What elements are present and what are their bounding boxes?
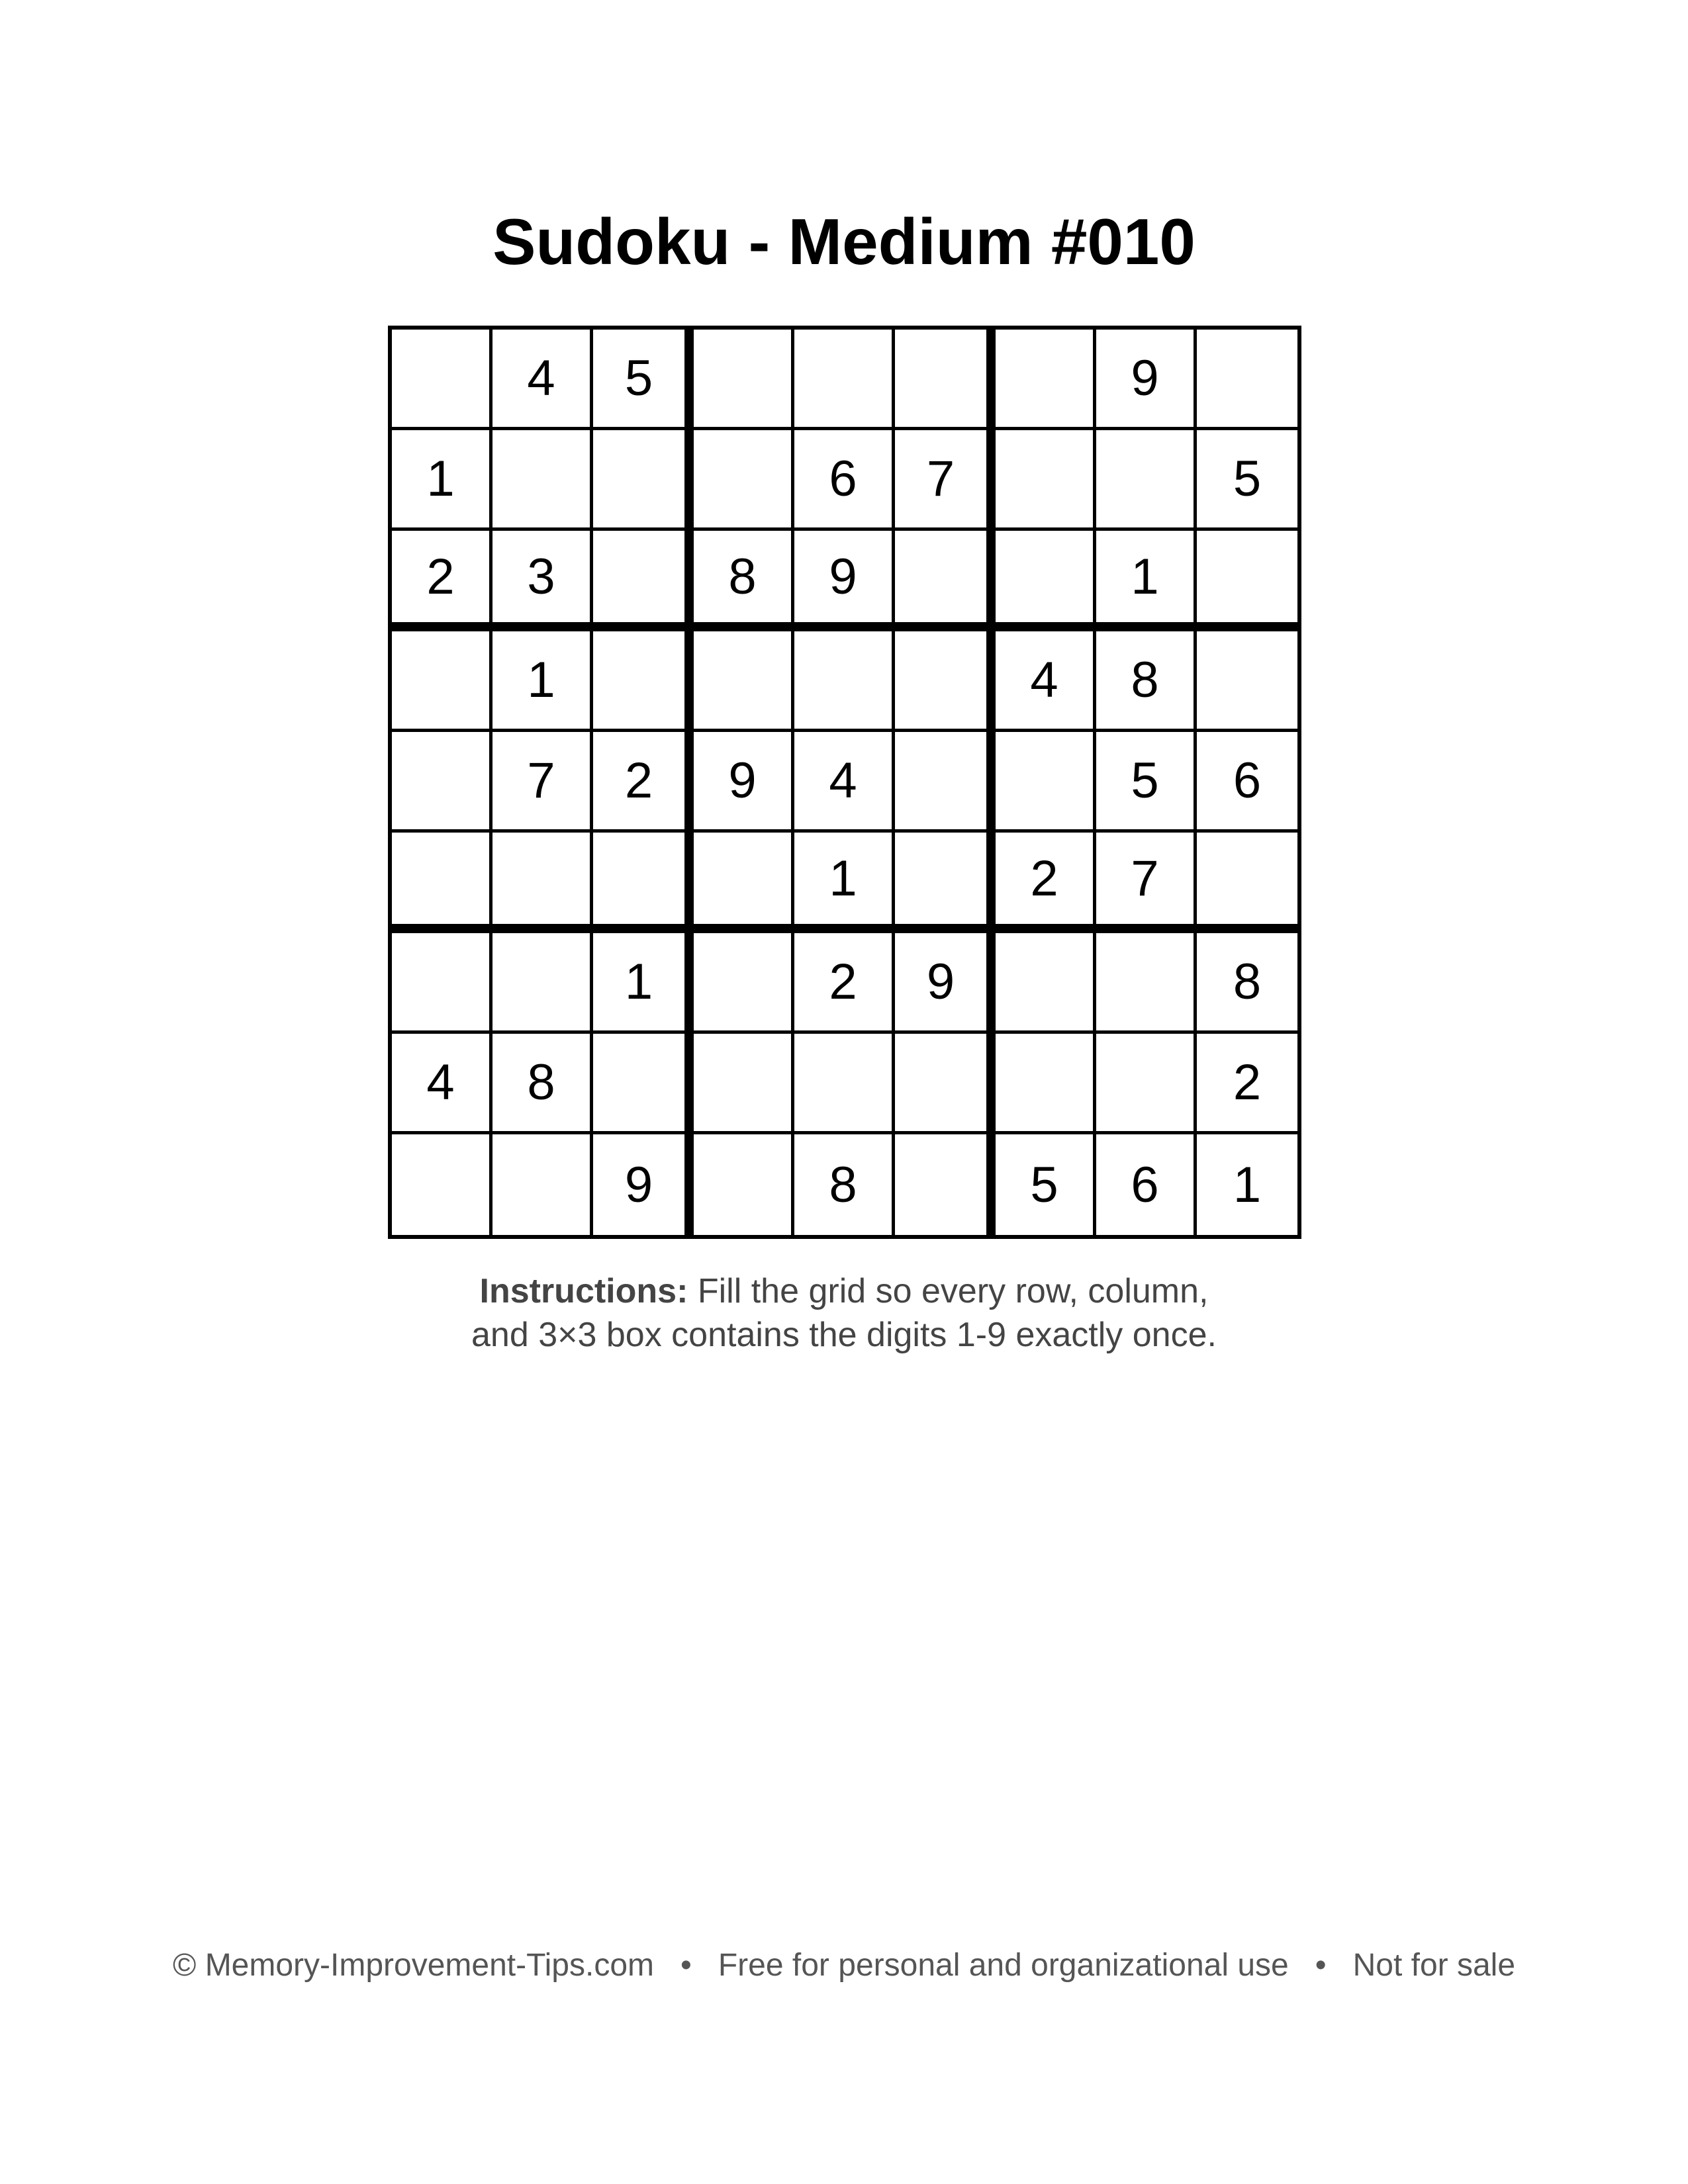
sudoku-cell-r7-c2 [492,933,593,1034]
sudoku-cell-r8-c2: 8 [492,1034,593,1134]
sudoku-cell-r1-c1 [392,330,492,430]
sudoku-cell-r9-c8: 6 [1096,1134,1197,1235]
sudoku-cell-r6-c7: 2 [996,833,1096,933]
sudoku-cell-r8-c7 [996,1034,1096,1134]
sudoku-cell-r4-c6 [895,631,996,732]
sudoku-cell-r1-c7 [996,330,1096,430]
sudoku-cell-r8-c4 [694,1034,794,1134]
sudoku-cell-r8-c9: 2 [1197,1034,1297,1134]
instructions-line-1 [0,1269,1688,1313]
sudoku-cell-r4-c9 [1197,631,1297,732]
footer-sale: Not for sale [1352,1948,1516,1983]
sudoku-cell-r7-c4 [694,933,794,1034]
sudoku-cell-r7-c6: 9 [895,933,996,1034]
sudoku-cell-r2-c3 [593,430,694,531]
instructions-line-2: and 3×3 box contains the digits 1-9 exactly once. [471,1316,1217,1354]
footer-usage: Free for personal and organizational use [718,1948,1289,1983]
sudoku-cell-r9-c3: 9 [593,1134,694,1235]
sudoku-cell-r9-c6 [895,1134,996,1235]
sudoku-cell-r3-c5: 9 [794,531,895,631]
sudoku-cell-r8-c5 [794,1034,895,1134]
sudoku-cell-r7-c7 [996,933,1096,1034]
sudoku-cell-r1-c6 [895,330,996,430]
sudoku-cell-r2-c6: 7 [895,430,996,531]
footer-copyright: © Memory-Improvement-Tips.com [172,1948,655,1983]
sudoku-cell-r1-c2: 4 [492,330,593,430]
sudoku-cell-r7-c1 [392,933,492,1034]
sudoku-cell-r8-c6 [895,1034,996,1134]
sudoku-cell-r1-c3: 5 [593,330,694,430]
sudoku-cell-r6-c4 [694,833,794,933]
sudoku-cell-r6-c5: 1 [794,833,895,933]
sudoku-cell-r2-c9: 5 [1197,430,1297,531]
sudoku-cell-r2-c1: 1 [392,430,492,531]
sudoku-cell-r3-c2: 3 [492,531,593,631]
sudoku-cell-r1-c9 [1197,330,1297,430]
sudoku-cell-r2-c5: 6 [794,430,895,531]
sudoku-cell-r9-c9: 1 [1233,1156,1262,1213]
sudoku-cell-r6-c1 [392,833,492,933]
sudoku-cell-r3-c3 [593,531,694,631]
sudoku-cell-r3-c1: 2 [392,531,492,631]
sudoku-cell-r6-c9 [1197,833,1297,933]
sudoku-cell-r5-c4: 9 [694,732,794,833]
sudoku-cell-r2-c4 [694,430,794,531]
sudoku-cell-r9-c7: 5 [996,1134,1096,1235]
sudoku-cell-r2-c2 [492,430,593,531]
sudoku-cell-r5-c9: 6 [1197,732,1297,833]
sudoku-cell-r7-c5: 2 [794,933,895,1034]
sudoku-cell-r6-c8: 7 [1096,833,1197,933]
sudoku-cell-r8-c8 [1096,1034,1197,1134]
sudoku-cell-r4-c1 [392,631,492,732]
sudoku-cell-r7-c3: 1 [593,933,694,1034]
sudoku-grid [388,326,1301,1239]
sudoku-cell-r5-c8: 5 [1096,732,1197,833]
sudoku-cell-r5-c5: 4 [794,732,895,833]
sudoku-cell-r9-c4 [694,1134,794,1235]
sudoku-cell-r4-c2: 1 [492,631,593,732]
sudoku-cell-r8-c3 [593,1034,694,1134]
sudoku-cell-r4-c8: 8 [1096,631,1197,732]
sudoku-cell-r2-c7 [996,430,1096,531]
page-title: Sudoku - Medium #010 [492,205,1196,278]
instructions-text-1: Fill the grid so every row, column, [697,1272,1209,1310]
sudoku-cell-r6-c6 [895,833,996,933]
sudoku-cell-r3-c6 [895,531,996,631]
sudoku-cell-r3-c7 [996,531,1096,631]
sudoku-cell-r3-c4: 8 [694,531,794,631]
instructions-label: Instructions: [479,1272,688,1310]
sudoku-cell-r1-c4 [694,330,794,430]
sudoku-cell-r9-c5: 8 [794,1134,895,1235]
sudoku-cell-r3-c9 [1197,531,1297,631]
sudoku-cell-r7-c8 [1096,933,1197,1034]
sudoku-cell-r2-c8 [1096,430,1197,531]
sudoku-cell-r1-c8: 9 [1096,330,1197,430]
footer [0,1946,1688,1985]
sudoku-cell-r9-c1 [392,1134,492,1235]
sudoku-cell-r6-c2 [492,833,593,933]
sudoku-cell-r4-c5 [794,631,895,732]
footer-separator-2: • [1315,1948,1327,1983]
sudoku-cell-r5-c6 [895,732,996,833]
sudoku-cell-r5-c7 [996,732,1096,833]
footer-separator-1: • [680,1948,692,1983]
sudoku-cell-r1-c5 [794,330,895,430]
sudoku-cell-r5-c2: 7 [492,732,593,833]
sudoku-cell-r9-c2 [492,1134,593,1235]
sudoku-cell-r7-c9: 8 [1197,933,1297,1034]
sudoku-cell-r5-c3: 2 [593,732,694,833]
sudoku-cell-r4-c3 [593,631,694,732]
sudoku-cell-r3-c8: 1 [1096,531,1197,631]
instructions [0,1269,1688,1357]
sudoku-cell-r8-c1: 4 [392,1034,492,1134]
sudoku-cell-r6-c3 [593,833,694,933]
sudoku-cell-r4-c4 [694,631,794,732]
sudoku-cell-r4-c7: 4 [996,631,1096,732]
sudoku-cell-r5-c1 [392,732,492,833]
